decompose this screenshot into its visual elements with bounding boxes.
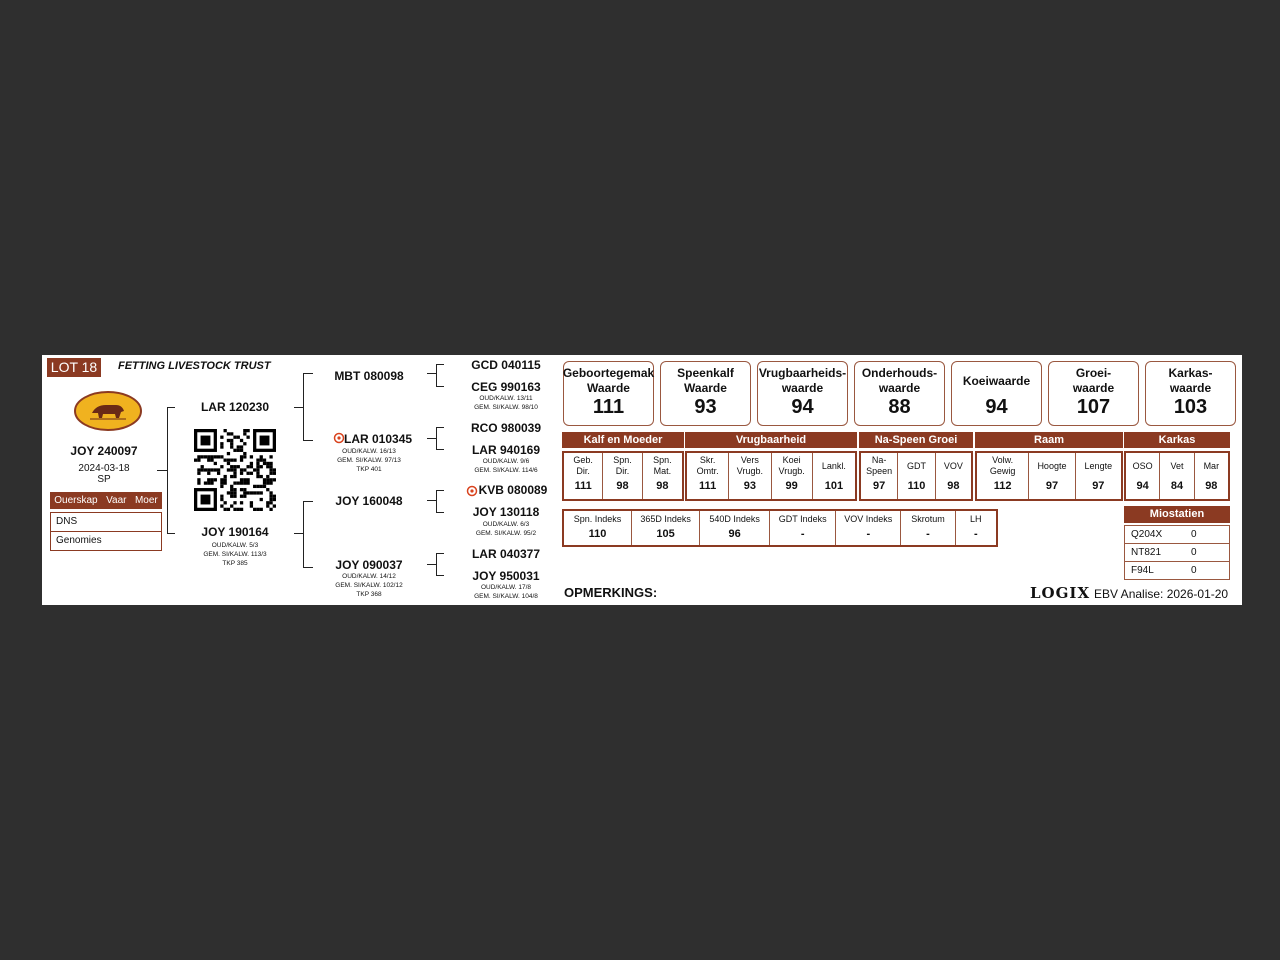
logix-logo: LOGIX xyxy=(1030,584,1091,602)
value-box-maintenance xyxy=(854,361,945,426)
ebv-value: 111 xyxy=(699,480,717,492)
ebv-value: 112 xyxy=(993,480,1012,492)
index-header: 540D Indeks xyxy=(709,513,760,524)
ggp-3-name: RCO 980039 xyxy=(470,421,542,435)
ggp-6-stats-2: GEM. SI/KALW. 95/2 xyxy=(475,530,537,537)
group-fertility: Vrugbaarheid xyxy=(685,432,857,448)
index-header: VOV Indeks xyxy=(844,513,893,524)
index-value: - xyxy=(866,528,871,540)
value-box-weaner xyxy=(660,361,751,426)
dam-stats-2: GEM. SI/KALW. 113/3 xyxy=(203,551,267,558)
ebv-value: 94 xyxy=(1136,480,1149,492)
analysis-date: EBV Analise: 2026-01-20 xyxy=(1094,587,1229,601)
ggp-6-name: JOY 130118 xyxy=(472,505,540,519)
group-post-wean-growth: Na-Speen Groei xyxy=(859,432,973,448)
value-box-calving-ease xyxy=(563,361,654,426)
ebv-table-fertility xyxy=(685,451,857,501)
myostatin-table xyxy=(1124,525,1230,580)
index-value: 105 xyxy=(656,528,675,540)
ebv-table-growth xyxy=(859,451,973,501)
dam-dam-stats-3: TKP 368 xyxy=(356,591,382,598)
ebv-value: 98 xyxy=(656,480,669,492)
dam-stats-3: TKP 385 xyxy=(222,560,248,567)
breeder-name: FETTING LIVESTOCK TRUST xyxy=(118,360,271,372)
ebv-header: Lankl. xyxy=(821,460,846,471)
sire-sire-name: MBT 080098 xyxy=(334,369,404,383)
remarks-label: OPMERKINGS: xyxy=(564,585,658,600)
ebv-header: Spn. Dir. xyxy=(613,455,632,476)
ownership-header xyxy=(50,492,162,509)
myostatin-row xyxy=(1125,543,1229,561)
ebv-header: Volw. Gewig xyxy=(989,455,1016,476)
ebv-value: 98 xyxy=(616,480,629,492)
value-box-carcass xyxy=(1145,361,1236,426)
ebv-value: 84 xyxy=(1170,480,1184,492)
index-value: 110 xyxy=(588,528,607,540)
ebv-value: 97 xyxy=(873,480,886,492)
sire-dam-name: LAR 010345 xyxy=(344,432,413,446)
ownership-label-parentage: Ouerskap xyxy=(54,495,98,506)
myostatin-value: 0 xyxy=(1191,547,1197,558)
dam-dam-stats-1: OUD/KALW. 14/12 xyxy=(342,573,396,580)
myostatin-row xyxy=(1125,526,1229,543)
index-value: 96 xyxy=(728,528,741,540)
ebv-header: Na- Speen xyxy=(866,455,893,476)
index-header: LH xyxy=(970,513,982,524)
qr-code-icon[interactable] xyxy=(194,429,276,511)
myostatin-key: Q204X xyxy=(1131,529,1163,540)
animal-dob: 2024-03-18 xyxy=(78,463,130,474)
group-carcass: Karkas xyxy=(1124,432,1230,448)
index-value: - xyxy=(926,528,930,540)
myostatin-key: NT821 xyxy=(1131,547,1162,558)
ebv-cell xyxy=(643,453,682,499)
ebv-cell xyxy=(603,453,642,499)
sire-dam-stats-3: TKP 401 xyxy=(356,466,382,473)
ggp-7-name: LAR 040377 xyxy=(471,547,541,561)
ebv-value: 97 xyxy=(1092,480,1105,492)
ggp-4-stats-2: GEM. SI/KALW. 114/6 xyxy=(474,467,538,474)
ownership-label-sire: Vaar xyxy=(106,495,127,506)
ebv-header: GDT xyxy=(906,460,926,471)
index-value: - xyxy=(800,528,805,540)
dam-stats-1: OUD/KALW. 5/3 xyxy=(211,542,259,549)
myostatin-value: 0 xyxy=(1191,565,1197,576)
ownership-row-genomics: Genomies xyxy=(51,531,161,550)
value-label: Karkas- waarde xyxy=(1168,366,1213,395)
ebv-value: 101 xyxy=(824,480,844,492)
ebv-table-calf-dam xyxy=(562,451,684,501)
value-box-growth xyxy=(1048,361,1139,426)
ggp-2-name: CEG 990163 xyxy=(471,380,541,394)
sire-dam-stats-2: GEM. SI/KALW. 97/13 xyxy=(337,457,401,464)
ebv-value: 98 xyxy=(1205,480,1218,492)
ggp-2-stats-1: OUD/KALW. 13/11 xyxy=(479,395,533,402)
ebv-header: Koei Vrugb. xyxy=(778,455,805,476)
value-number: 111 xyxy=(592,396,625,418)
ebv-value: 97 xyxy=(1045,480,1059,492)
group-calf-and-dam: Kalf en Moeder xyxy=(562,432,684,448)
ggp-2-stats-2: GEM. SI/KALW. 98/10 xyxy=(474,404,538,411)
index-value: - xyxy=(973,528,978,540)
value-number: 93 xyxy=(694,396,717,418)
ebv-header: Hoogte xyxy=(1037,460,1067,471)
animal-id: JOY 240097 xyxy=(70,444,138,458)
ebv-table-frame xyxy=(975,451,1123,501)
ebv-value: 110 xyxy=(907,480,926,492)
index-table xyxy=(562,509,998,547)
value-label: Geboortegemak Waarde xyxy=(562,366,655,395)
dam-dam-name: JOY 090037 xyxy=(335,558,403,572)
ebv-header: Geb. Dir. xyxy=(573,455,593,476)
value-label: Vrugbaarheids- waarde xyxy=(758,366,847,395)
ebv-header: Vers Vrugb. xyxy=(736,455,763,476)
ebv-header: Vet xyxy=(1170,460,1184,471)
myostatin-value: 0 xyxy=(1191,529,1197,540)
value-number: 107 xyxy=(1076,396,1111,418)
lot-card xyxy=(42,355,1242,605)
value-label: Onderhouds- waarde xyxy=(861,366,938,395)
animal-code: SP xyxy=(97,474,111,485)
dam-dam-stats-2: GEM. SI/KALW. 102/12 xyxy=(335,582,403,589)
ebv-header: VOV xyxy=(943,460,963,471)
ebv-header: Mar xyxy=(1203,460,1220,471)
value-number: 94 xyxy=(791,396,814,418)
ebv-header: Spn. Mat. xyxy=(653,455,672,476)
myostatin-row xyxy=(1125,561,1229,579)
ownership-label-dam: Moer xyxy=(134,495,158,506)
value-label: Speenkalf Waarde xyxy=(677,366,734,395)
index-header: Spn. Indeks xyxy=(573,513,622,524)
ggp-5-name: KVB 080089 xyxy=(478,483,548,497)
value-label: Groei- waarde xyxy=(1072,366,1115,395)
ggp-8-name: JOY 950031 xyxy=(472,569,540,583)
myostatin-key: F94L xyxy=(1131,565,1154,576)
ebv-header: Skr. Omtr. xyxy=(696,455,719,476)
dam-name: JOY 190164 xyxy=(201,525,269,539)
ebv-value: 93 xyxy=(743,480,756,492)
index-header: 365D Indeks xyxy=(640,513,691,524)
dam-sire-name: JOY 160048 xyxy=(335,494,403,508)
ggp-8-stats-2: GEM. SI/KALW. 104/8 xyxy=(474,593,538,600)
value-box-cow xyxy=(951,361,1042,426)
group-frame: Raam xyxy=(975,432,1123,448)
ggp-6-stats-1: OUD/KALW. 6/3 xyxy=(482,521,530,528)
ebv-header: Lengte xyxy=(1084,460,1113,471)
value-number: 88 xyxy=(888,396,911,418)
value-number: 94 xyxy=(985,396,1008,418)
ggp-4-stats-1: OUD/KALW. 9/6 xyxy=(482,458,530,465)
ebv-value: 111 xyxy=(574,480,592,492)
ggp-4-name: LAR 940169 xyxy=(471,443,541,457)
myostatin-header: Miostatien xyxy=(1124,506,1230,523)
ggp-1-name: GCD 040115 xyxy=(471,358,541,372)
ebv-value: 99 xyxy=(785,480,798,492)
ownership-row-dns: DNS xyxy=(56,516,78,527)
ownership-box xyxy=(50,512,162,551)
lot-badge: LOT 18 xyxy=(47,358,101,377)
ebv-header: OSO xyxy=(1132,460,1153,471)
value-number: 103 xyxy=(1173,396,1208,418)
value-label: Koeiwaarde xyxy=(962,373,1031,388)
value-box-fertility xyxy=(757,361,848,426)
ggp-8-stats-1: OUD/KALW. 17/8 xyxy=(480,584,532,591)
index-header: Skrotum xyxy=(911,513,945,524)
index-header: GDT Indeks xyxy=(778,513,827,524)
breeder-logo xyxy=(74,391,142,431)
ebv-cell xyxy=(564,453,603,499)
ebv-value: 98 xyxy=(947,480,960,492)
sire-name: LAR 120230 xyxy=(200,400,270,414)
ebv-table-carcass xyxy=(1124,451,1230,501)
sire-dam-stats-1: OUD/KALW. 16/13 xyxy=(342,448,396,455)
